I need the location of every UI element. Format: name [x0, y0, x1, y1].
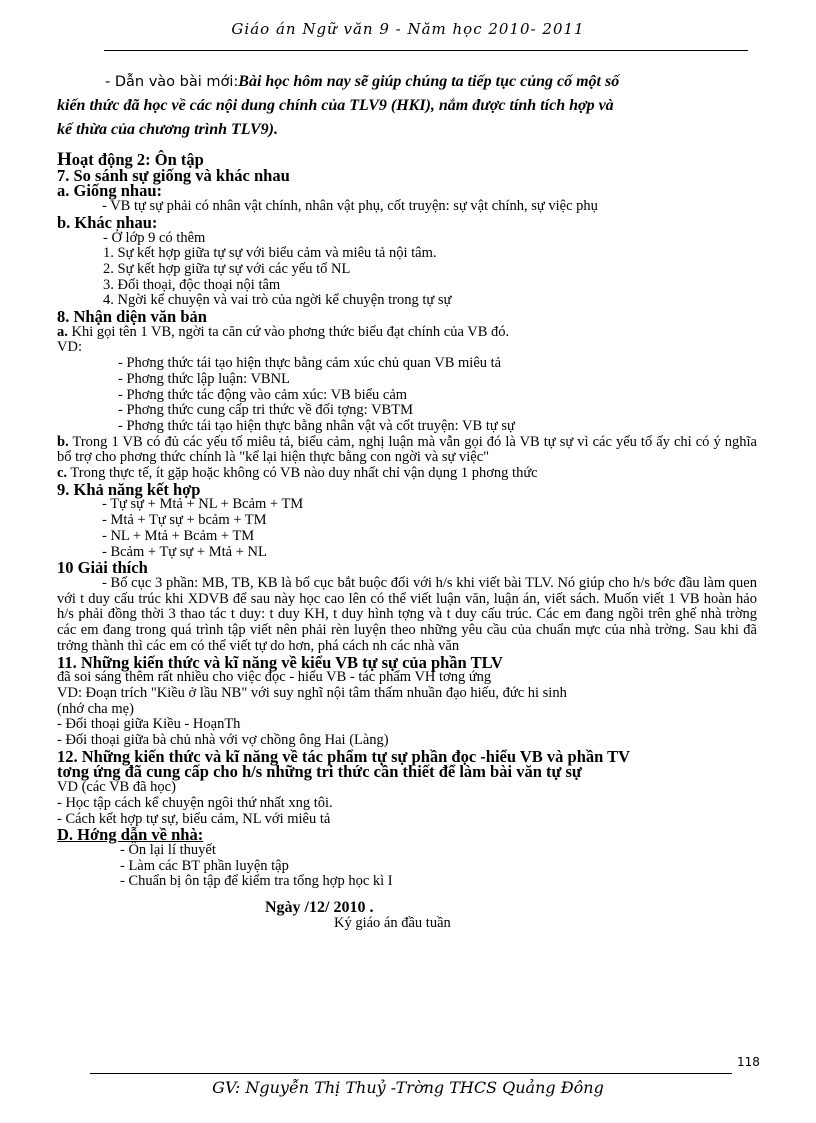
list-item: - Tự sự + Mtả + NL + Bcảm + TM: [102, 496, 304, 513]
list-item: - Phơng thức lập luận: VBNL: [118, 370, 290, 387]
section-9-title: 9. Khả năng kết hợp: [57, 479, 201, 499]
list-item: - NL + Mtả + Bcảm + TM: [102, 527, 255, 544]
list-item: - Phơng thức tác động vào cảm xúc: VB biểu cảm: [118, 386, 408, 403]
list-item: - Mtả + Tự sự + bcảm + TM: [102, 512, 267, 529]
section-8-vd: VD:: [57, 339, 82, 356]
section-11-line: (nhớ cha mẹ): [57, 700, 134, 717]
intro-line-3: kế thừa của chương trình TLV9).: [57, 121, 278, 138]
list-item: - Làm các BT phần luyện tập: [120, 857, 289, 874]
section-12-title-2: tơng ứng đã cung cấp cho h/s những tri thức cần thiết để làm bài văn tự sự: [57, 762, 582, 782]
header-divider: [104, 50, 748, 51]
page-number: 118: [737, 1055, 760, 1069]
section-8a: a. Khi gọi tên 1 VB, ngời ta căn cứ vào phơng thức biểu đạt chính của VB đó.: [57, 323, 510, 340]
section-8b: b. Trong 1 VB có đủ các yếu tố miêu tả, biểu cảm, nghị luận mà vẫn gọi đó là VB tự sự vì các yếu tố ấy chỉ có ý nghĩa bổ trợ cho phơng thức chính là "kể lại hiện thực bằng con ngời và sự việc": [57, 433, 757, 466]
list-item: - Chuẩn bị ôn tập để kiểm tra tổng hợp học kì I: [120, 873, 393, 890]
page-header: Giáo án Ngữ văn 9 - Năm học 2010- 2011: [231, 20, 585, 38]
lesson-content: [57, 70, 757, 931]
section-7a-title: a. Giống nhau:: [57, 181, 162, 201]
section-8-title: 8. Nhận diện văn bản: [57, 307, 207, 327]
section-12-line: - Học tập cách kể chuyện ngôi thứ nhất xng tôi.: [57, 794, 333, 811]
section-7b-lead: - Ở lớp 9 có thêm: [103, 229, 206, 246]
list-item: 3. Đối thoại, độc thoại nội tâm: [103, 276, 281, 293]
section-11-line: - Đối thoại giữa Kiều - HoạnTh: [57, 716, 241, 733]
section-11-line: đã soi sáng thêm rất nhiều cho việc đọc - hiểu VB - tác phẩm VH tơng ứng: [57, 669, 492, 686]
section-7b-title: b. Khác nhau:: [57, 212, 158, 232]
section-11-line: - Đối thoại giữa bà chủ nhà với vợ chồng ông Hai (Làng): [57, 732, 389, 749]
section-8c: c. Trong thực tế, ít gặp hoặc không có VB nào duy nhất chỉ vận dụng 1 phơng thức: [57, 465, 538, 482]
footer-divider: [90, 1073, 732, 1074]
section-10-text: - Bố cục 3 phần: MB, TB, KB là bố cục bắt buộc đối với h/s khi viết bài TLV. Nó giúp cho h/s bớc đầu làm quen với t duy cấu trúc khi XDVB để sau này học cao lên có thể viết luận văn, luận án, viết sách. Muốn viết 1 VB hoàn hảo h/s phải đồng thời 3 thao tác t duy: t duy KH, t duy hình tợng và t duy cấu trúc. Các em đang ngồi trên ghế nhà trờng các em đang trong quá trình tập viết nên phải rèn luyện theo những yêu cầu của chuẩn mực của nhà trờng. Sau khi đã trởng thành thì các em có thể viết tự do hơn, phá cách nh các nhà văn: [57, 574, 757, 654]
homework-title: D. Hớng dẫn về nhà:: [57, 825, 204, 845]
section-12-title-1: 12. Những kiến thức và kĩ năng về tác phẩm tự sự phần đọc -hiểu VB và phần TV: [57, 746, 631, 766]
list-item: 4. Ngời kể chuyện và vai trò của ngời kể chuyện trong tự sự: [103, 292, 452, 309]
list-item: - Phơng thức tái tạo hiện thực bằng cảm xúc chủ quan VB miêu tả: [118, 355, 502, 372]
intro-paragraph: [57, 70, 757, 142]
section-7a-text: - VB tự sự phải có nhân vật chính, nhân vật phụ, cốt truyện: sự vật chính, sự việc phụ: [102, 198, 598, 215]
list-item: - Bcảm + Tự sự + Mtả + NL: [102, 543, 267, 560]
list-item: - Phơng thức tái tạo hiện thực bằng nhân vật và cốt truyện: VB tự sự: [118, 417, 515, 434]
intro-line-1: Bài học hôm nay sẽ giúp chúng ta tiếp tục củng cố một số: [238, 73, 620, 90]
section-11-line: VD: Đoạn trích "Kiều ở lầu NB" với suy nghĩ nội tâm thấm nhuần đạo hiếu, đức hi sinh: [57, 684, 567, 701]
section-10-title: 10 Giải thích: [57, 558, 148, 578]
activity-heading: Hoạt động 2: Ôn tập: [57, 149, 204, 170]
section-11-title: 11. Những kiến thức và kĩ năng về kiểu VB tự sự của phần TLV: [57, 652, 503, 672]
signature-line: Ký giáo án đầu tuần: [334, 914, 451, 931]
list-item: - Ôn lại lí thuyết: [120, 841, 216, 858]
list-item: 2. Sự kết hợp giữa tự sự với các yếu tố NL: [103, 260, 351, 277]
section-12-line: - Cách kết hợp tự sự, biểu cảm, NL với miêu tả: [57, 810, 331, 827]
date-line: Ngày /12/ 2010 .: [265, 899, 374, 917]
list-item: - Phơng thức cung cấp tri thức về đối tợng: VBTM: [118, 402, 413, 419]
list-item: 1. Sự kết hợp giữa tự sự với biểu cảm và miêu tả nội tâm.: [103, 245, 437, 262]
section-12-line: VD (các VB đã học): [57, 779, 176, 796]
section-7-title: 7. So sánh sự giống và khác nhau: [57, 165, 290, 185]
intro-line-2: kiến thức đã học về các nội dung chính của TLV9 (HKI), nắm được tính tích hợp và: [57, 97, 614, 114]
intro-lead: - Dẫn vào bài mới:: [105, 74, 239, 90]
page-footer: GV: Nguyễn Thị Thuỷ -Trờng THCS Quảng Đông: [212, 1078, 604, 1097]
